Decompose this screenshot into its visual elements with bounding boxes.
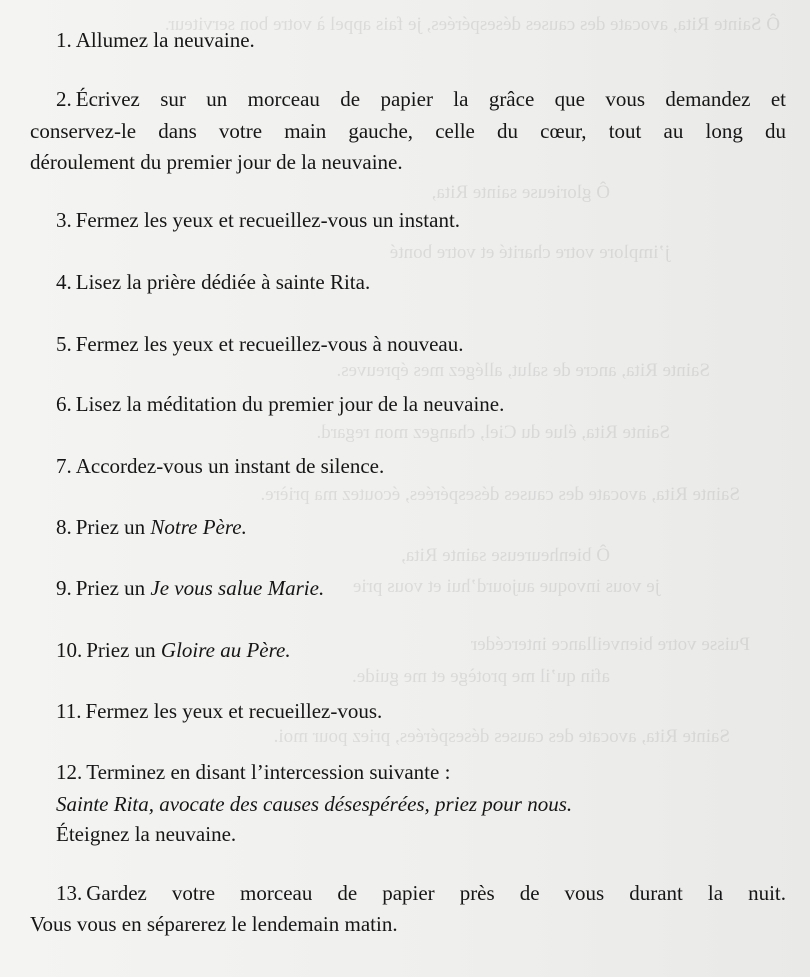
show-through-line: je vous invoque aujourd’hui et vous prie <box>352 576 660 597</box>
prayer-title: Gloire au Père. <box>160 638 291 662</box>
step-7: 7. Accordez-vous un instant de silence. <box>56 454 385 478</box>
step-13-line-1: 13. Gardez votre morceau de papier près de vous durant la nuit. <box>56 881 786 905</box>
prayer-title: Notre Père. <box>150 515 247 539</box>
step-4: 4. Lisez la prière dédiée à sainte Rita. <box>56 270 371 294</box>
step-11: 11. Fermez les yeux et recueillez-vous. <box>56 699 383 723</box>
show-through-line: Sainte Rita, avocate des causes désespérées, écoutez ma prière. <box>260 484 740 505</box>
step-9: 9. Priez un Je vous salue Marie. <box>56 576 325 600</box>
show-through-line: afin qu’il me protège et me guide. <box>352 666 610 687</box>
step-12: 12. Terminez en disant l’intercession suivante : <box>56 760 451 784</box>
step-2-line-3: déroulement du premier jour de la neuvaine. <box>30 150 403 174</box>
step-6: 6. Lisez la méditation du premier jour de la neuvaine. <box>56 392 505 416</box>
show-through-line: Ô glorieuse sainte Rita, <box>431 182 610 203</box>
step-12-intercession: Sainte Rita, avocate des causes désespérées, priez pour nous. <box>56 792 573 816</box>
step-12-after: Éteignez la neuvaine. <box>56 822 237 846</box>
step-13-line-2: Vous vous en séparerez le lendemain matin. <box>30 912 398 936</box>
step-3: 3. Fermez les yeux et recueillez-vous un instant. <box>56 208 461 232</box>
show-through-line: Sainte Rita, ancre de salut, allégez mes épreuves. <box>336 360 710 381</box>
show-through-line: Puisse votre bienveillance intercéder <box>470 634 750 655</box>
step-2-line-2: conservez-le dans votre main gauche, celle du cœur, tout au long du <box>30 119 786 143</box>
show-through-line: Sainte Rita, avocate des causes désespérées, priez pour moi. <box>273 726 730 747</box>
show-through-line: j’implore votre charité et votre bonté <box>389 242 670 263</box>
step-8: 8. Priez un Notre Père. <box>56 515 247 539</box>
step-1: 1. Allumez la neuvaine. <box>56 28 255 52</box>
prayer-title: Je vous salue Marie. <box>150 576 325 600</box>
show-through-line: Sainte Rita, élue du Ciel, changez mon regard. <box>316 422 670 443</box>
step-5: 5. Fermez les yeux et recueillez-vous à nouveau. <box>56 332 464 356</box>
step-10: 10. Priez un Gloire au Père. <box>56 638 291 662</box>
step-2-line-1: 2. Écrivez sur un morceau de papier la grâce que vous demandez et <box>56 87 786 111</box>
show-through-line: Ô Sainte Rita, avocate des causes désespérées, je fais appel à votre bon serviteur. <box>164 14 780 35</box>
show-through-line: Ô bienheureuse sainte Rita, <box>401 545 610 566</box>
